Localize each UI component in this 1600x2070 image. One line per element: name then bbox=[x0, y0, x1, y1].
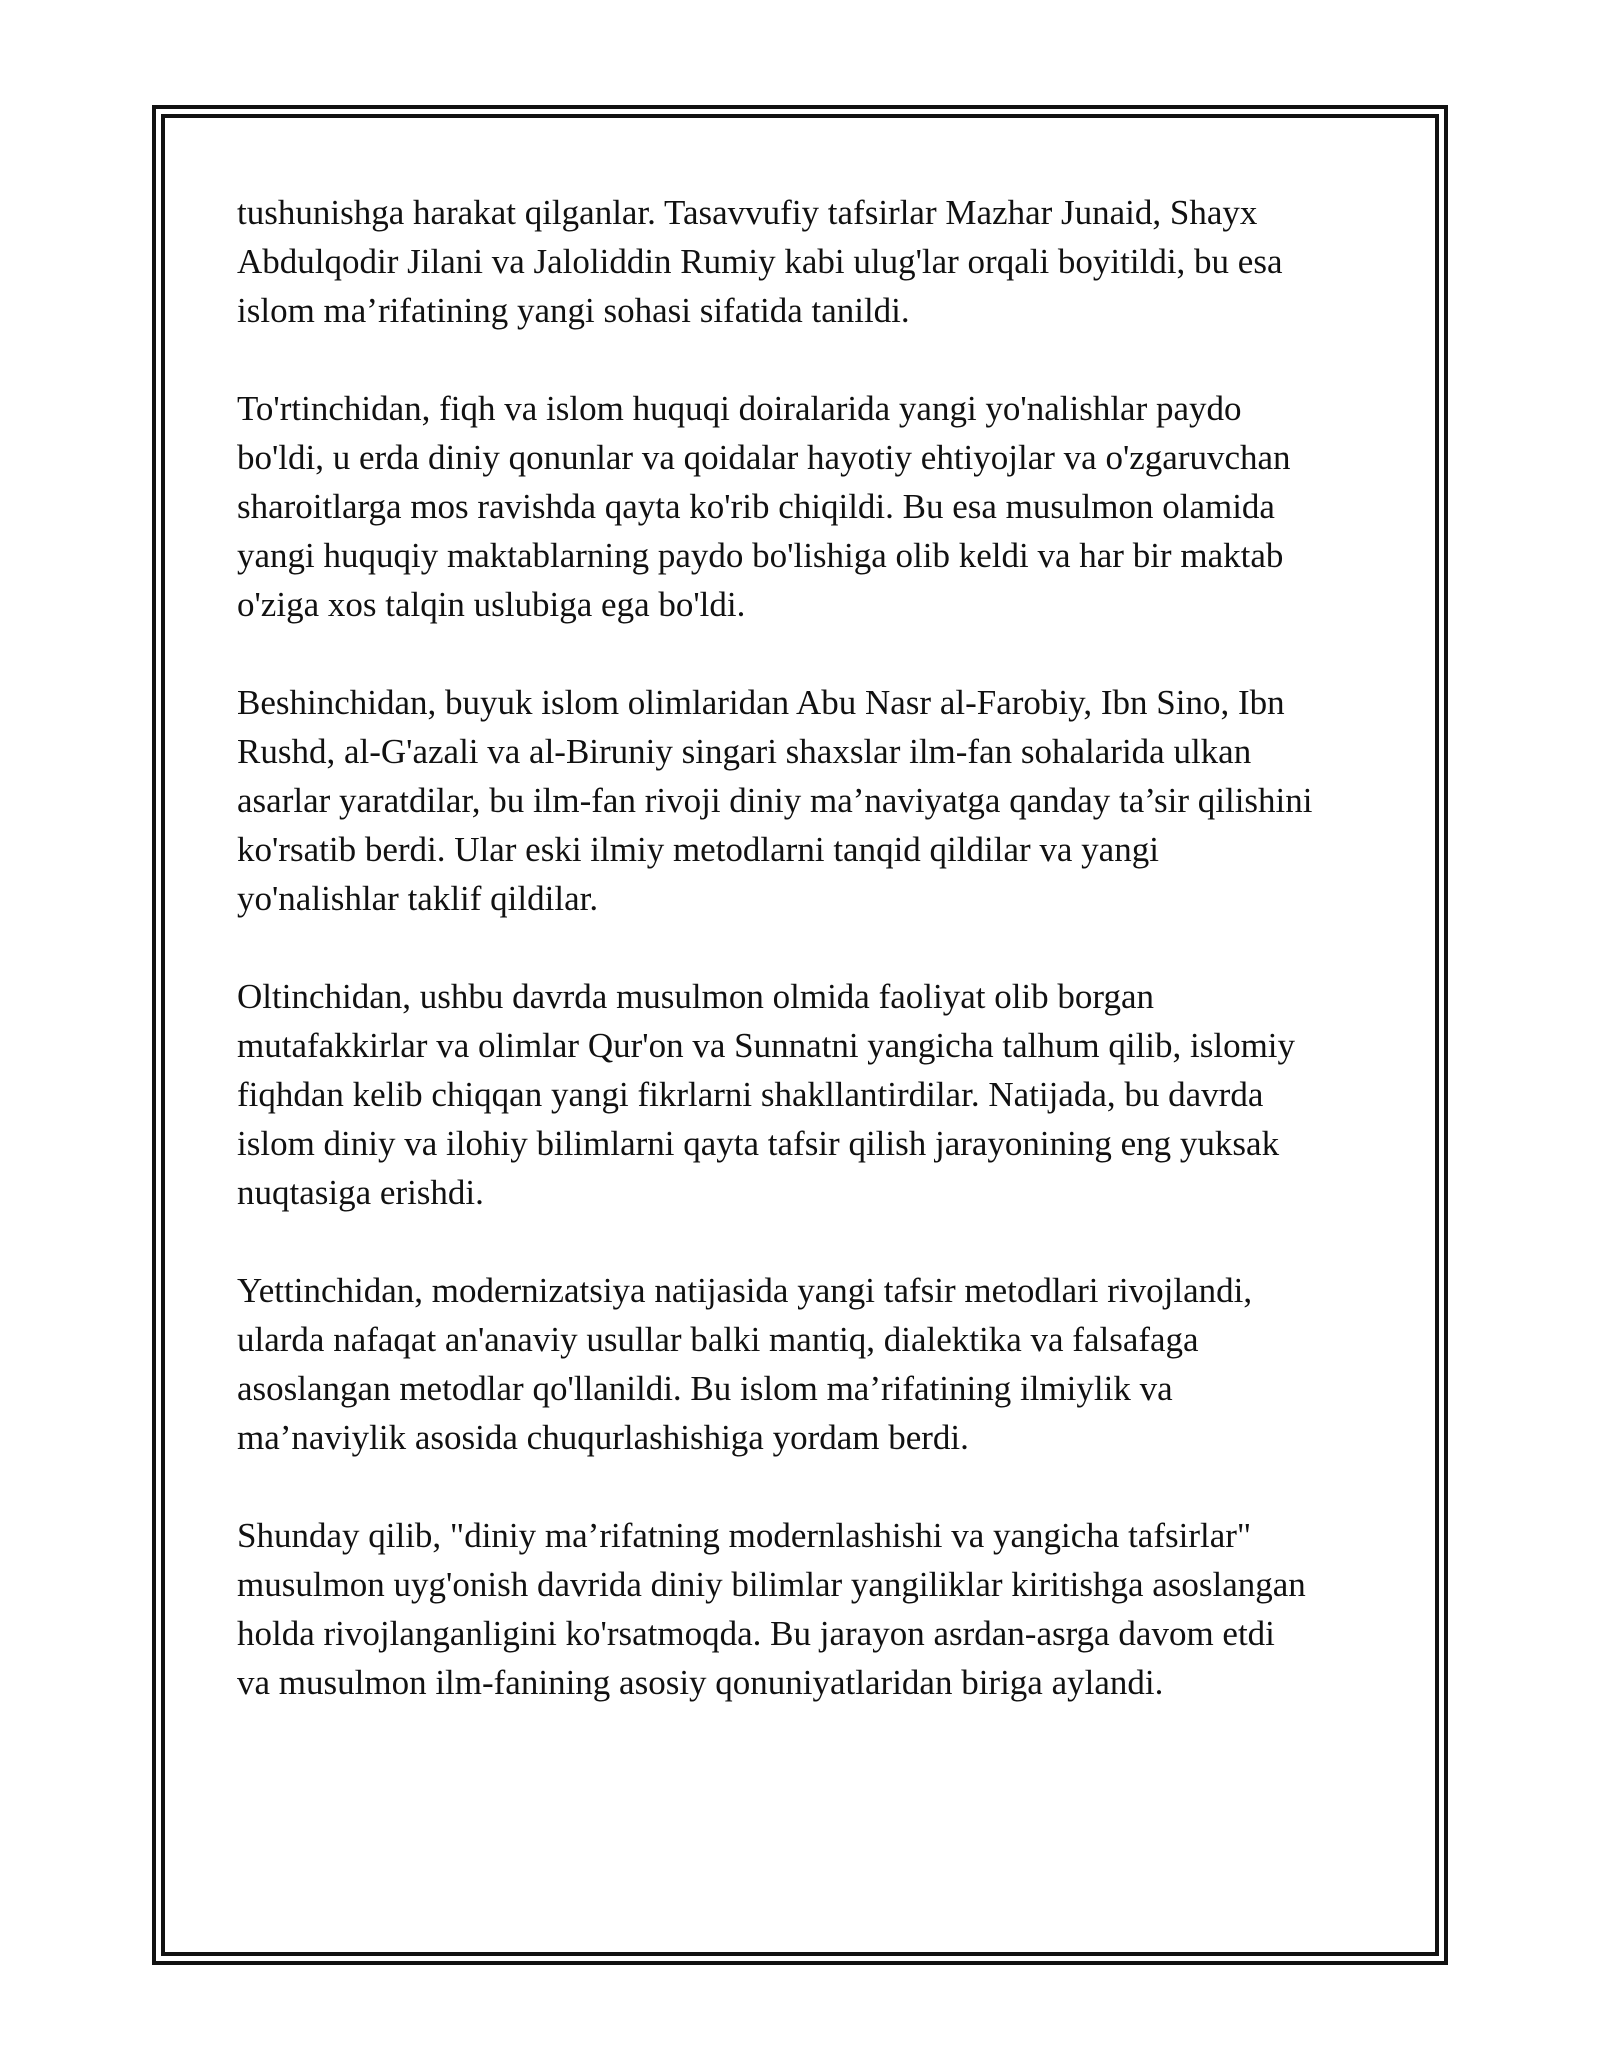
text-line: ma’naviylik asosida chuqurlashishiga yordam berdi. bbox=[237, 1418, 969, 1457]
text-line: Shunday qilib, "diniy ma’rifatning modernlashishi va yangicha tafsirlar" bbox=[237, 1516, 1252, 1555]
text-line: bo'ldi, u erda diniy qonunlar va qoidalar hayotiy ehtiyojlar va o'zgaruvchan bbox=[237, 438, 1291, 477]
paragraph-6 bbox=[237, 1511, 1377, 1707]
text-line: o'ziga xos talqin uslubiga ega bo'ldi. bbox=[237, 585, 746, 624]
paragraph-3 bbox=[237, 678, 1377, 923]
paragraph-4 bbox=[237, 972, 1377, 1217]
text-line: Abdulqodir Jilani va Jaloliddin Rumiy kabi ulug'lar orqali boyitildi, bu esa bbox=[237, 242, 1283, 281]
text-line: Yettinchidan, modernizatsiya natijasida yangi tafsir metodlari rivojlandi, bbox=[237, 1271, 1253, 1310]
text-line: mutafakkirlar va olimlar Qur'on va Sunnatni yangicha talhum qilib, islomiy bbox=[237, 1026, 1296, 1065]
text-line: Oltinchidan, ushbu davrda musulmon olmida faoliyat olib borgan bbox=[237, 977, 1154, 1016]
paragraph-1 bbox=[237, 188, 1377, 335]
paragraph-2 bbox=[237, 384, 1377, 629]
text-line: yangi huquqiy maktablarning paydo bo'lishiga olib keldi va har bir maktab bbox=[237, 536, 1284, 575]
text-line: sharoitlarga mos ravishda qayta ko'rib chiqildi. Bu esa musulmon olamida bbox=[237, 487, 1275, 526]
text-line: To'rtinchidan, fiqh va islom huquqi doiralarida yangi yo'nalishlar paydo bbox=[237, 389, 1242, 428]
text-line: ko'rsatib berdi. Ular eski ilmiy metodlarni tanqid qildilar va yangi bbox=[237, 830, 1159, 869]
text-line: musulmon uyg'onish davrida diniy bilimlar yangiliklar kiritishga asoslangan bbox=[237, 1565, 1306, 1604]
text-line: fiqhdan kelib chiqqan yangi fikrlarni shakllantirdilar. Natijada, bu davrda bbox=[237, 1075, 1264, 1114]
text-line: asoslangan metodlar qo'llanildi. Bu islom ma’rifatining ilmiylik va bbox=[237, 1369, 1173, 1408]
text-line: va musulmon ilm-fanining asosiy qonuniyatlaridan biriga aylandi. bbox=[237, 1663, 1164, 1702]
text-line: islom diniy va ilohiy bilimlarni qayta tafsir qilish jarayonining eng yuksak bbox=[237, 1124, 1280, 1163]
text-line: yo'nalishlar taklif qildilar. bbox=[237, 879, 599, 918]
text-line: tushunishga harakat qilganlar. Tasavvufiy tafsirlar Mazhar Junaid, Shayx bbox=[237, 193, 1258, 232]
document-body bbox=[237, 188, 1377, 1756]
text-line: islom ma’rifatining yangi sohasi sifatida tanildi. bbox=[237, 291, 910, 330]
text-line: nuqtasiga erishdi. bbox=[237, 1173, 484, 1212]
text-line: asarlar yaratdilar, bu ilm-fan rivoji diniy ma’naviyatga qanday ta’sir qilishini bbox=[237, 781, 1313, 820]
text-line: Beshinchidan, buyuk islom olimlaridan Abu Nasr al-Farobiy, Ibn Sino, Ibn bbox=[237, 683, 1285, 722]
text-line: Rushd, al-G'azali va al-Biruniy singari shaxslar ilm-fan sohalarida ulkan bbox=[237, 732, 1252, 771]
text-line: ularda nafaqat an'anaviy usullar balki mantiq, dialektika va falsafaga bbox=[237, 1320, 1199, 1359]
text-line: holda rivojlanganligini ko'rsatmoqda. Bu jarayon asrdan-asrga davom etdi bbox=[237, 1614, 1275, 1653]
paragraph-5 bbox=[237, 1266, 1377, 1462]
